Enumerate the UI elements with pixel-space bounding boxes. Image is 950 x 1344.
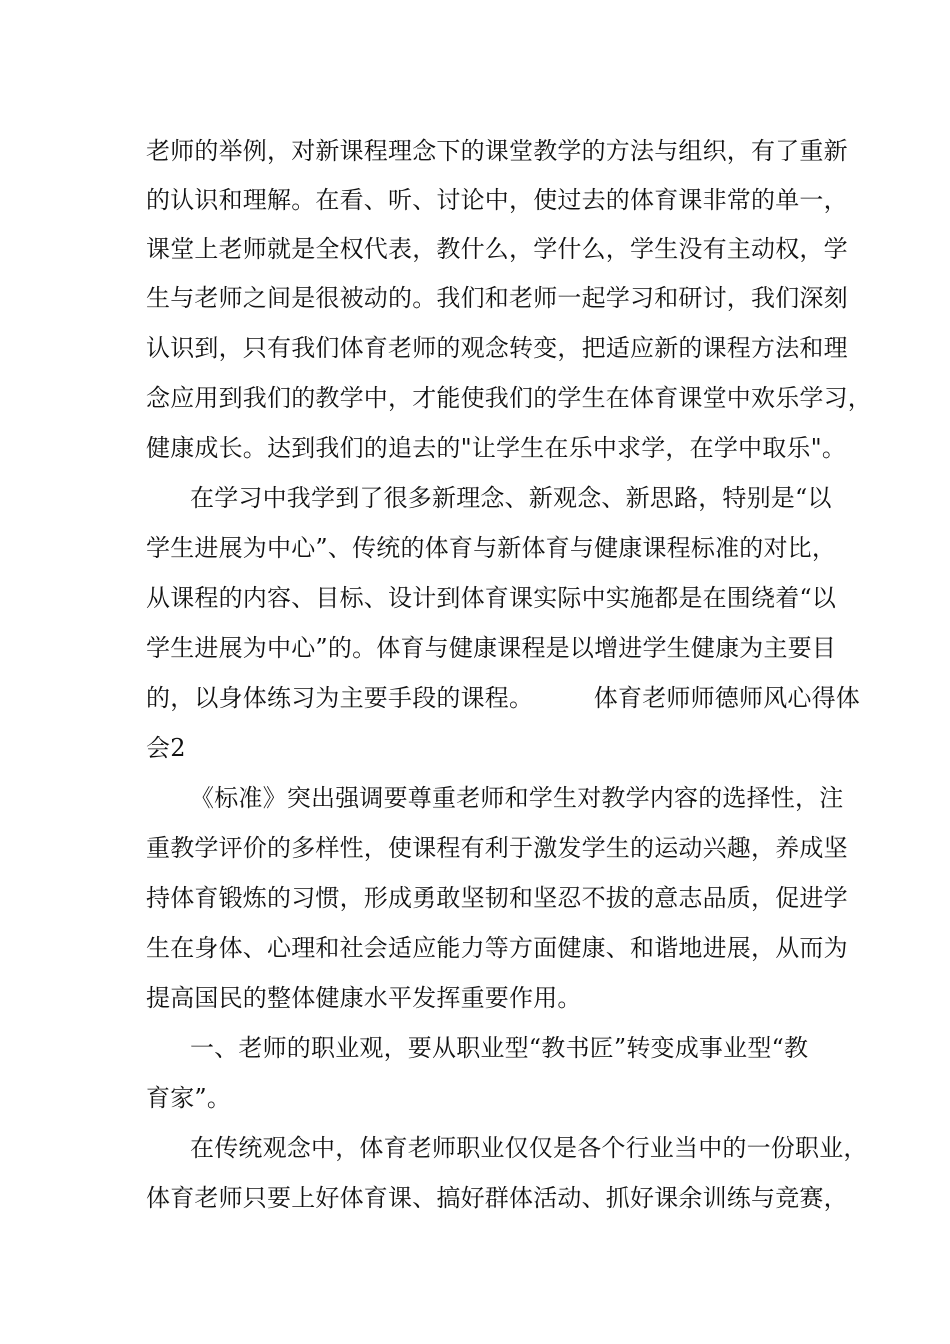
text-line: 学生进展为中心”的。体育与健康课程是以增进学生健康为主要目 [146, 634, 837, 662]
text-line: 老师的举例，对新课程理念下的课堂教学的方法与组织，有了重新 [146, 137, 848, 165]
paragraph-first-line: 在学习中我学到了很多新理念、新观念、新思路，特别是“以 [190, 484, 832, 512]
text-line: 会2 [146, 734, 186, 762]
text-line: 提高国民的整体健康水平发挥重要作用。 [146, 984, 582, 1012]
text-line: 育家”。 [146, 1084, 232, 1112]
text-line: 重教学评价的多样性，使课程有利于激发学生的运动兴趣，养成坚 [146, 834, 848, 862]
text-line: 认识到，只有我们体育老师的观念转变，把适应新的课程方法和理 [146, 334, 848, 362]
text-line: 的，以身体练习为主要手段的课程。 体育老师师德师风心得体 [146, 684, 860, 712]
text-line: 持体育锻炼的习惯，形成勇敢坚韧和坚忍不拔的意志品质，促进学 [146, 884, 848, 912]
paragraph-first-line: 一、老师的职业观，要从职业型“教书匠”转变成事业型“教 [190, 1034, 809, 1062]
text-line: 体育老师只要上好体育课、搞好群体活动、抓好课余训练与竞赛， [146, 1184, 848, 1212]
paragraph-first-line: 在传统观念中，体育老师职业仅仅是各个行业当中的一份职业， [190, 1134, 868, 1162]
text-line: 学生进展为中心”、传统的体育与新体育与健康课程标准的对比， [146, 534, 837, 562]
text-line: 健康成长。达到我们的追去的"让学生在乐中求学，在学中取乐"。 [146, 434, 847, 462]
text-line: 生与老师之间是很被动的。我们和老师一起学习和研讨，我们深刻 [146, 284, 848, 312]
text-line: 念应用到我们的教学中，才能使我们的学生在体育课堂中欢乐学习， [146, 384, 872, 412]
text-line: 的认识和理解。在看、听、讨论中，使过去的体育课非常的单一， [146, 186, 848, 214]
paragraph-first-line: 《标准》突出强调要尊重老师和学生对教学内容的选择性，注 [190, 784, 844, 812]
text-line: 从课程的内容、目标、设计到体育课实际中实施都是在围绕着“以 [146, 584, 837, 612]
text-line: 课堂上老师就是全权代表，教什么，学什么，学生没有主动权，学 [146, 235, 848, 263]
text-line: 生在身体、心理和社会适应能力等方面健康、和谐地进展，从而为 [146, 934, 848, 962]
